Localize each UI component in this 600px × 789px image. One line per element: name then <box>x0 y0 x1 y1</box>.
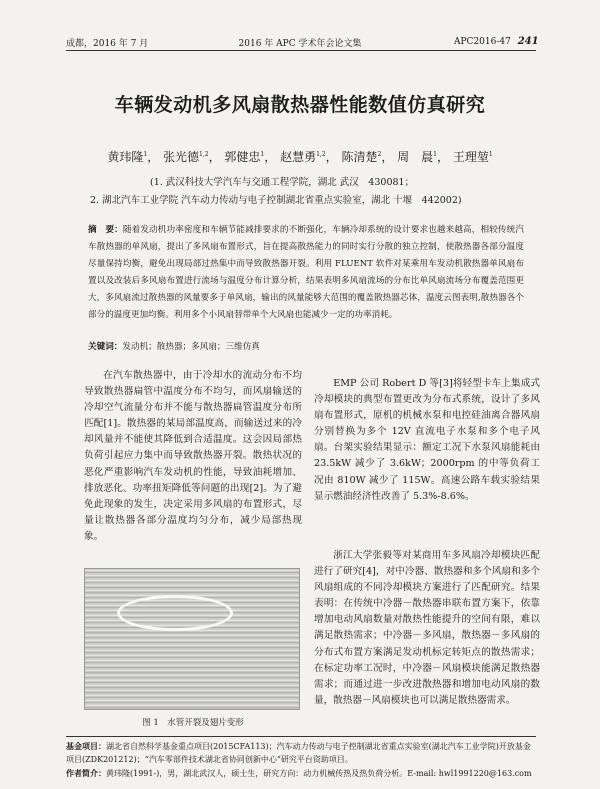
paper-title: 车辆发动机多风扇散热器性能数值仿真研究 <box>114 94 486 116</box>
affiliation-2: 2. 湖北汽车工业学院 汽车动力传动与电子控制湖北省重点实验室，湖北 十堰 442002) <box>90 195 462 206</box>
header-center: 2016 年 APC 学术年会论文集 <box>238 39 362 49</box>
author: 王理堃$^1$ <box>452 150 493 164</box>
author: 郭健忠$^1$ <box>224 150 265 164</box>
header-rule <box>66 50 536 51</box>
header-right <box>454 36 539 47</box>
affiliation-1: (1. 武汉科技大学汽车与交通工程学院，湖北 武汉 430081； <box>150 177 415 188</box>
abstract-text: 随着发动机功率密度和车辆节能减排要求的不断强化，车辆冷却系统的设计要求也越来越高，相较传统汽车散热器的单风扇，提出了多风扇布置形式，旨在提高散热能力的同时实行分散的独立控制，使散热器各部分温度尽量保持均衡，避免出现局部过热集中而导致散热器开裂。利用 FLUENT 软件对某乘用车发动机散热器单风扇布置以及改装后多风扇布置进行流场与温度分布计算分析，结果表明多风扇流场的分布比单风扇流场分布覆盖范围更大，多风扇流过散热器的风量要多于单风扇，输出的风量能够大范围的覆盖散热器芯体，温度云图表明,散热器各个部分的温度更加均衡。利用多个小风扇替带单个大风扇也能减少一定的功率消耗。 <box>88 225 524 320</box>
author: 赵慧勇$^{1,2}$ <box>280 150 326 164</box>
keywords <box>88 340 524 352</box>
keywords-label: 关键词： <box>88 342 123 352</box>
left-column-body: 在汽车散热器中，由于冷却水的流动分布不均导致散热器扁管中温度分布不均匀，而风扇输送的冷却空气流量分布并不能与散热器扁管温度分布所匹配[1]。散热器的某局部温度高，而输送过来的冷却风量并不能使其降低到合适温度。这会因局部热负荷引起应力集中而导致散热器开裂。散热状况的恶化严重影响汽车发动机的性能，导致油耗增加、排放恶化、功率扭矩降低等问题的出现[2]。为了避免此现象的发生，决定采用多风扇的布置形式，尽量让散热器各部分温度均匀分布，减少局部热现象。 <box>84 370 302 542</box>
author-list: 黄玮隆$^1$， 张光德$^{1,2}$， 郭健忠$^1$， 赵慧勇$^{1,2}$， 陈清楚$^2$， 周 晨$^1$， 王理堃$^1$ <box>107 150 493 164</box>
footnote-author: 作者简介：黄玮隆(1991-)，男，湖北武汉人，硕士生，研究方向：动力机械传热及热负荷分析。E-mail: hwl1991220@163.com <box>66 769 532 778</box>
right-column-para-1: EMP 公司 Robert D 等[3]将轻型卡车上集成式冷却模块的典型布置更改为分布式系统，设计了多风扇布置形式，原机的机械水泵和电控硅油离合器风扇分别替换为多个 12V 直流电子水泵和多个电子风扇。台架实验结果显示：额定工况下水泵风扇能耗由 23.5kW 减少了 3.6kW；2000rpm 的中等负荷工况由 810W 减少了 115W。高速公路车载实验结果显示燃油经济性改善了 5.3%-8.6%。 <box>314 378 540 502</box>
highlight-oval <box>117 595 233 631</box>
header-left: 成都，2016 年 7 月 <box>66 39 149 49</box>
footnote-rule <box>66 736 536 737</box>
page-number: 241 <box>517 36 539 47</box>
author: 周 晨$^1$ <box>397 150 437 164</box>
figure-caption: 图 1 水管开裂及翅片变形 <box>142 718 244 728</box>
abstract <box>88 222 524 323</box>
radiator-crack-figure <box>84 568 300 710</box>
footnote-funding: 基金项目：湖北省自然科学基金重点项目(2015CFA113)；汽车动力传动与电子控制湖北省重点实验室(湖北汽车工业学院)开放基金项目(ZDK201212)；“汽车零部件技术湖北省协同创新中心”研究平台资助项目。 <box>66 742 531 764</box>
keywords-text: 发动机；散热器；多风扇；三维仿真 <box>122 342 260 352</box>
author: 陈清楚$^2$ <box>341 150 382 164</box>
paper-code: APC2016-47 <box>454 37 511 47</box>
author: 黄玮隆$^1$ <box>107 150 148 164</box>
abstract-label: 摘 要： <box>88 225 123 235</box>
author: 张光德$^{1,2}$ <box>163 150 209 164</box>
right-column-para-2: 浙江大学张毅等对某商用车多风扇冷却模块匹配进行了研究[4]，对中冷器、散热器和多个风扇和多个风扇组成的不同冷却模块方案进行了匹配研究。结果表明：在传统中冷器－散热器串联布置方案下，依靠增加电动风扇数量对散热性能提升的空间有限，难以满足散热需求；中冷器－多风扇，散热器－多风扇的分布式布置方案满足发动机标定转矩点的散热需求；在标定功率工况时，中冷器－风扇模块能满足散热器需求；而通过进一步改进散热器和增加电动风扇的数量，散热器－风扇模块也可以满足散热器需求。 <box>314 550 540 706</box>
